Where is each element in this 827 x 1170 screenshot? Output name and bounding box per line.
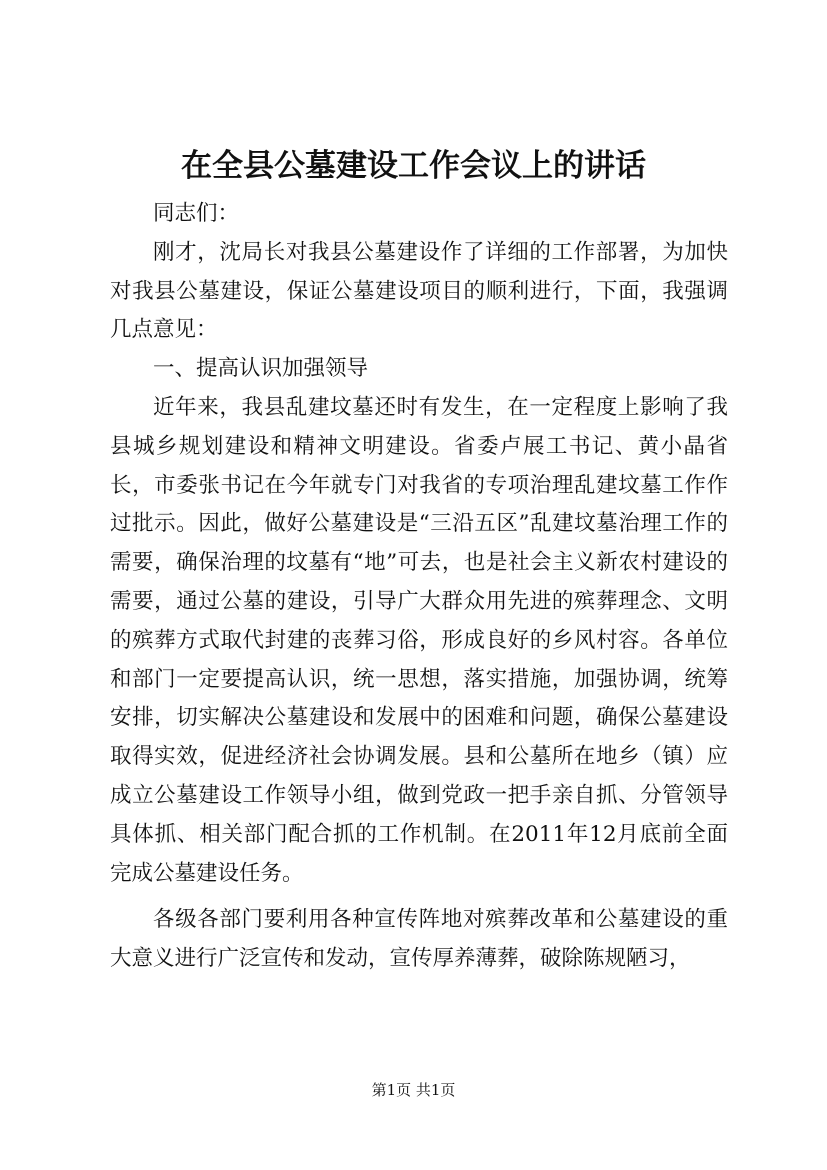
intro-paragraph: 刚才，沈局长对我县公墓建设作了详细的工作部署，为加快对我县公墓建设，保证公墓建设项目的顺利进行，下面，我强调几点意见： bbox=[110, 239, 728, 343]
section-heading: 一、提高认识加强领导 bbox=[153, 356, 369, 382]
salutation-paragraph: 同志们： bbox=[153, 201, 240, 226]
body-paragraph: 近年来，我县乱建坟墓还时有发生，在一定程度上影响了我县城乡规划建设和精神文明建设。省委卢展工书记、黄小晶省长，市委张书记在今年就专门对我省的专项治理乱建坟墓工作作过批示。因此，做好公墓建设是“三沿五区”乱建坟墓治理工作的需要，确保治理的坟墓有“地”可去，也是社会主义新农村建设的需要，通过公墓的建设，引导广大群众用先进的殡葬理念、文明的殡葬方式取代封建的丧葬习俗，形成良好的乡风村容。各单位和部门一定要提高认识，统一思想，落实措施，加强协调，统筹安排，切实解决公墓建设和发展中的困难和问题，确保公墓建设取得实效，促进经济社会协调发展。县和公墓所在地乡（镇）应成立公墓建设工作领导小组，做到党政一把手亲自抓、分管领导具体抓、相关部门配合抓的工作机制。在2011年12月底前全面完成公墓建设任务。 bbox=[110, 394, 728, 886]
document-body bbox=[110, 195, 728, 979]
body-paragraph: 各级各部门要利用各种宣传阵地对殡葬改革和公墓建设的重大意义进行广泛宣传和发动，宣传厚养薄葬，破除陈规陋习， bbox=[110, 907, 728, 972]
document-title: 在全县公墓建设工作会议上的讲话 bbox=[181, 148, 646, 184]
page-number-footer: 第1页 共1页 bbox=[371, 1081, 456, 1099]
